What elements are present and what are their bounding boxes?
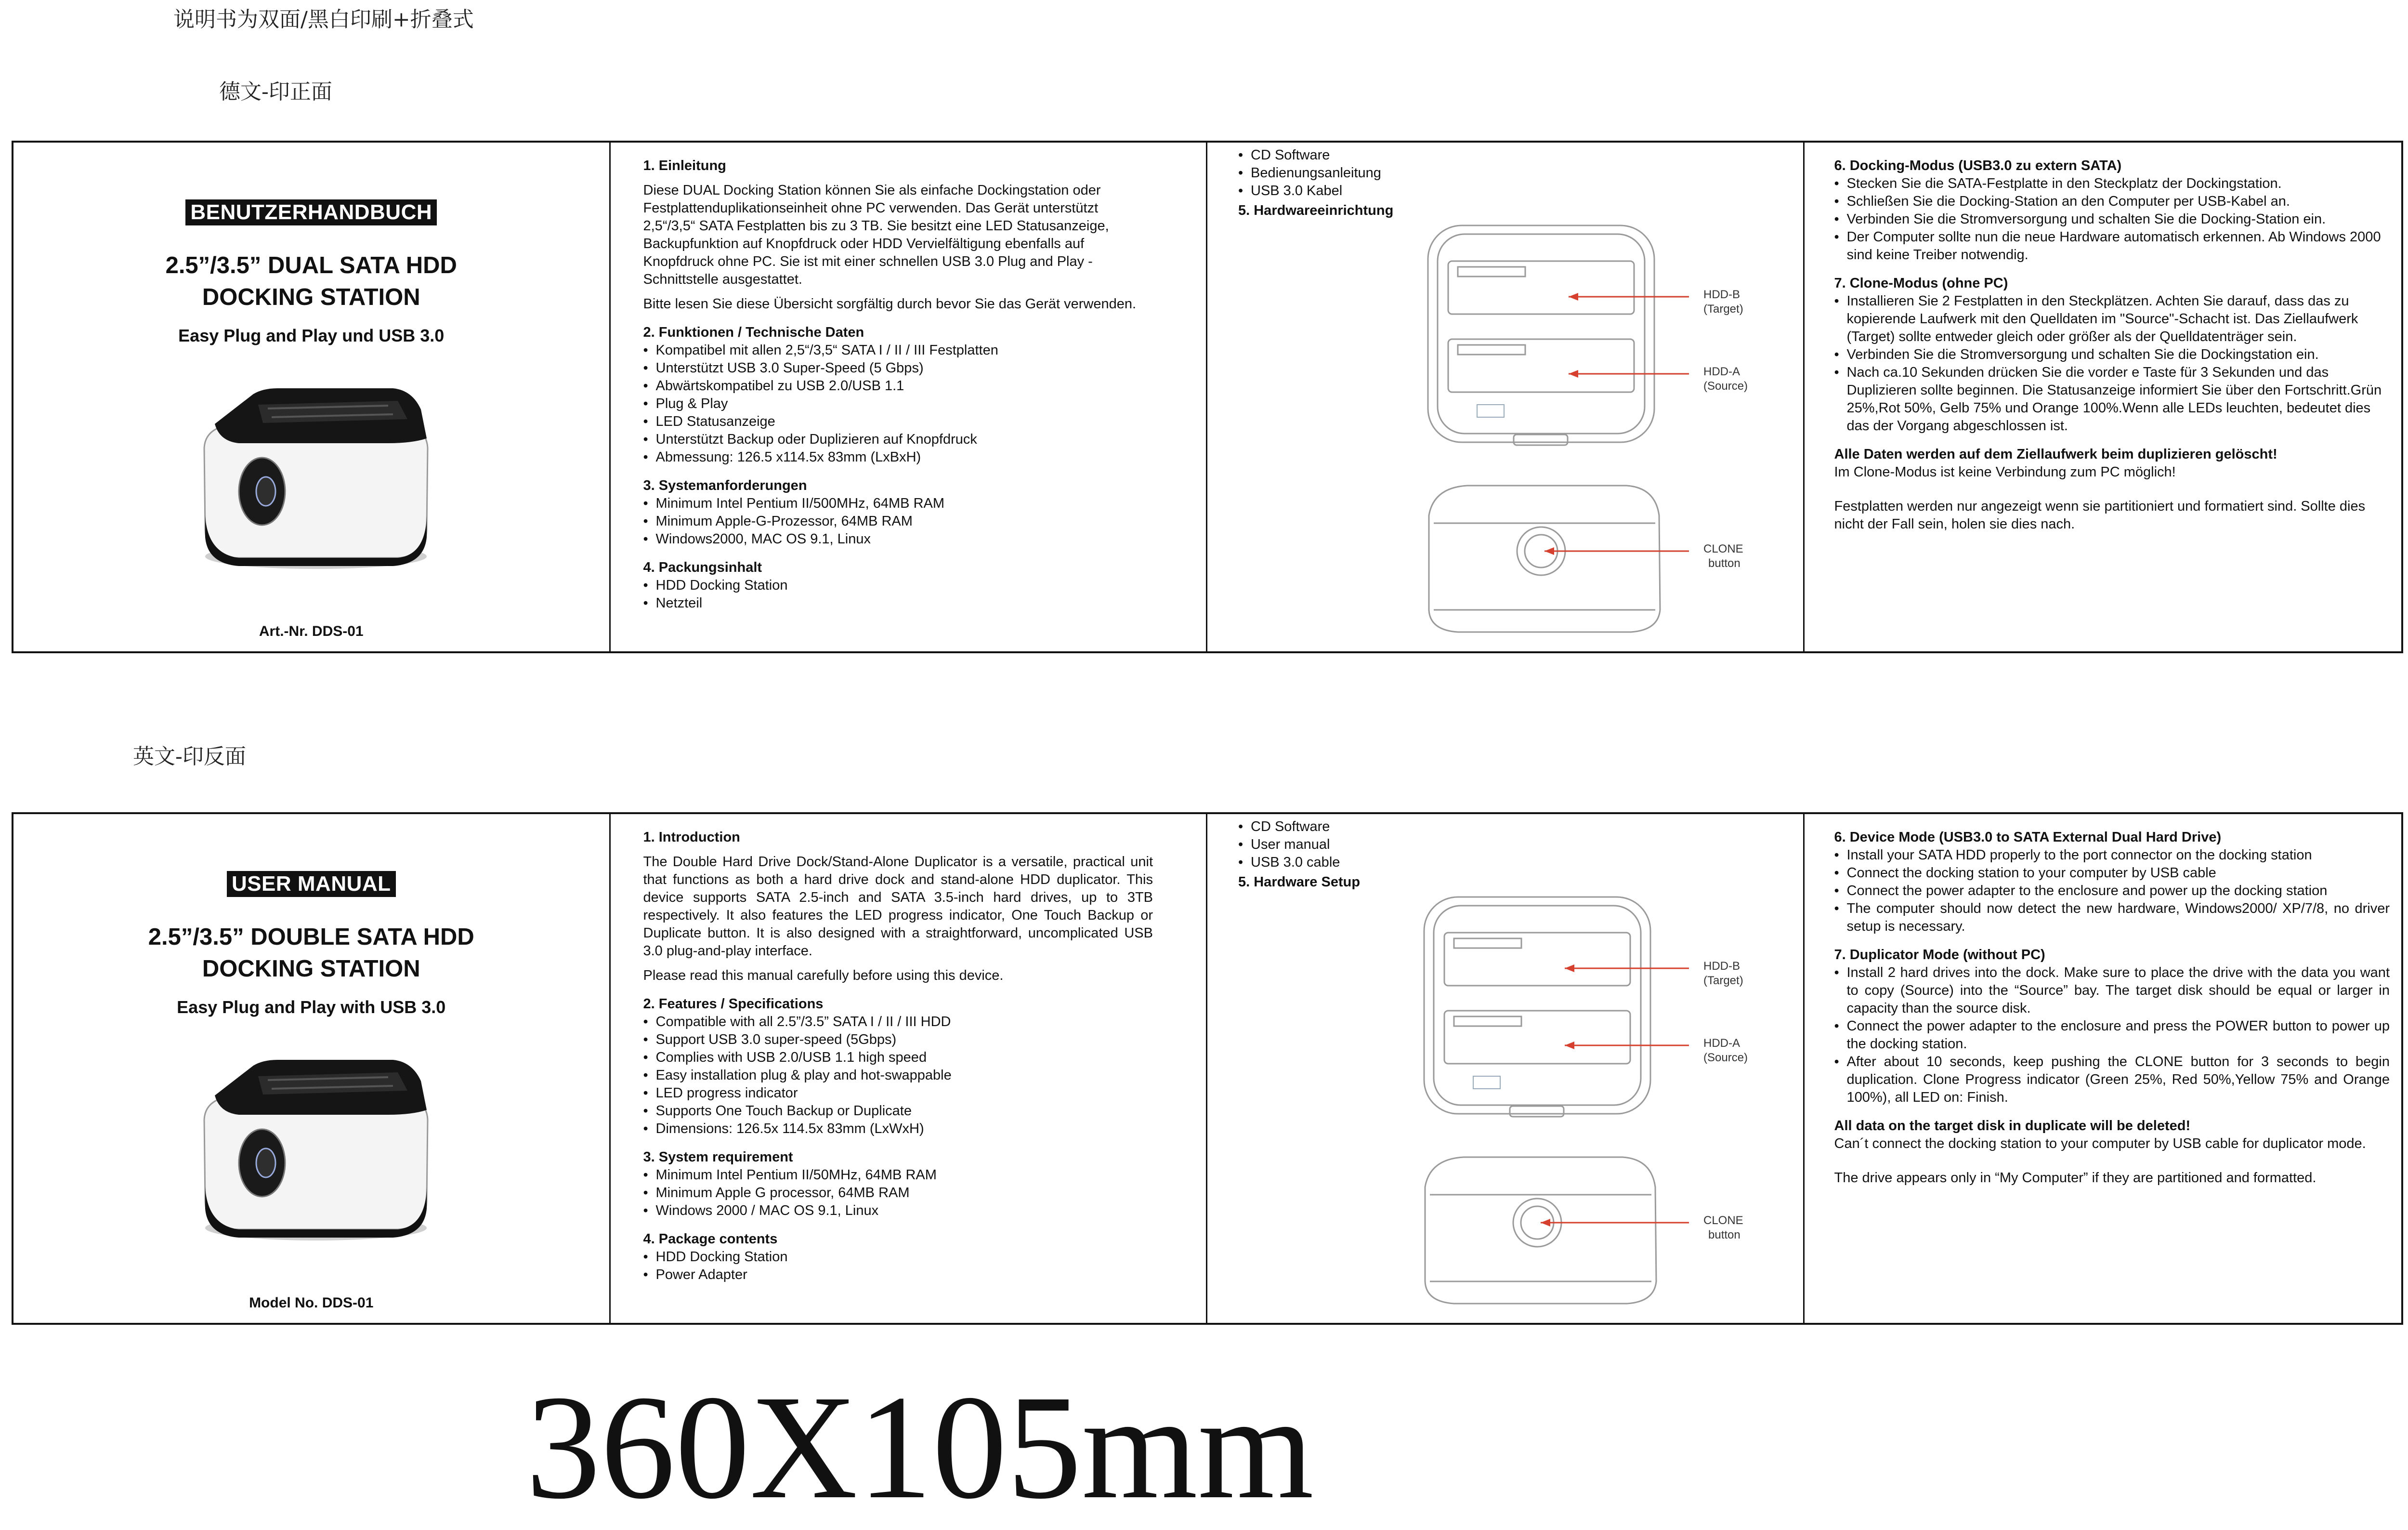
product-subtitle: Easy Plug and Play with USB 3.0 (177, 997, 446, 1017)
product-title (166, 250, 457, 313)
arrow-icon (1569, 370, 1578, 378)
section-title: 2. Funktionen / Technische Daten (643, 325, 864, 340)
hddb-sub-label: (Target) (1703, 303, 1743, 316)
list-item: • Schließen Sie die Docking-Station an den Computer per USB-Kabel an. (1834, 193, 2390, 211)
product-subtitle: Easy Plug and Play und USB 3.0 (178, 326, 445, 345)
product-title-line1: 2.5”/3.5” DUAL SATA HDD (165, 252, 457, 278)
hddb-label: HDD-B (1703, 288, 1740, 301)
list-item: • Nach ca.10 Sekunden drücken Sie die vorder e Taste für 3 Sekunden und das Duplizieren sollte beginnen. Die Statusanzeige informiert Sie über den Fortschritt.Grün 25%,Rot 50%, Gelb 75% und Orange 100%.Wenn alle LEDs leuchten, bedeutet dies das der Vorgang abgeschlossen ist. (1834, 364, 2390, 435)
list-item: • Abmessung: 126.5 x114.5x 83mm (LxBxH) (643, 448, 1153, 466)
section-title: 2. Features / Specifications (643, 996, 824, 1012)
section-title: 4. Packungsinhalt (643, 560, 762, 575)
manual-badge: USER MANUAL (227, 871, 396, 897)
section-title: 6. Device Mode (USB3.0 to SATA External Dual Hard Drive) (1834, 830, 2222, 845)
section-note: Please read this manual carefully before using this device. (643, 968, 1004, 983)
hddb-label: HDD-B (1703, 960, 1740, 973)
list-item: • After about 10 seconds, keep pushing the CLONE button for 3 seconds to begin duplication. Clone Progress indicator (Green 25%, Red 50%,Yellow 75% and Orange 100%), all LED on: Finish. (1834, 1053, 2390, 1107)
package-list (643, 1248, 1153, 1284)
clone-label: CLONE (1703, 1214, 1743, 1227)
section-title: 1. Introduction (643, 830, 740, 845)
list-item: • Supports One Touch Backup or Duplicate (643, 1102, 1153, 1120)
english-modes-panel (1805, 814, 2402, 1323)
list-item: • Minimum Intel Pentium II/500MHz, 64MB RAM (643, 495, 1153, 513)
english-cover-panel (13, 814, 611, 1323)
footer-note: Festplatten werden nur angezeigt wenn sie partitioniert und formatiert sind. Sollte dies nicht der Fall sein, holen sie dies nach. (1834, 499, 2366, 532)
german-sheet (12, 141, 2403, 653)
list-item: • HDD Docking Station (643, 577, 1153, 594)
list-item: • Der Computer sollte nun die neue Hardware automatisch erkennen. Ab Windows 2000 sind keine Treiber notwendig. (1834, 228, 2390, 264)
list-item: • Plug & Play (643, 395, 1153, 413)
hardware-diagram (1207, 814, 1805, 1323)
list-item: • Unterstützt Backup oder Duplizieren auf Knopfdruck (643, 431, 1153, 448)
duplicator-mode-list (1834, 964, 2390, 1107)
product-title-line2: DOCKING STATION (202, 284, 420, 310)
section-body: Diese DUAL Docking Station können Sie als einfache Dockingstation oder Festplattenduplikationseinheit ohne PC verwenden. Das Gerät unterstützt 2,5“/3,5“ SATA Festplatten bis zu 3 TB. Sie besitzt eine LED Statusanzeige, Backupfunktion auf Knopfdruck oder HDD Vervielfältigung ebenfalls auf Knopfdruck ohne PC. Sie ist mit einer schnellen USB 3.0 Plug and Play -Schnittstelle ausgestattet. (643, 183, 1109, 287)
clone-label: CLONE (1703, 542, 1743, 555)
list-item: • CD Software (1238, 818, 1793, 836)
warning-text: Alle Daten werden auf dem Ziellaufwerk beim duplizieren gelöscht! (1834, 447, 2277, 462)
list-item: • LED progress indicator (643, 1084, 1153, 1102)
list-item: • USB 3.0 Kabel (1238, 182, 1793, 200)
section-title: 3. Systemanforderungen (643, 478, 807, 493)
footer-note: The drive appears only in “My Computer” if they are partitioned and formatted. (1834, 1170, 2316, 1186)
section-note: Bitte lesen Sie diese Übersicht sorgfältig durch bevor Sie das Gerät verwenden. (643, 296, 1137, 312)
dimensions-label: 360X105mm (526, 1365, 1314, 1530)
list-item: • Installieren Sie 2 Festplatten in den Steckplätzen. Achten Sie darauf, dass das zu kopierende Laufwerk mit den Quelldaten im "Source"-Schacht ist. Das Ziellaufwerk (Target) sollte entweder gleich oder größer als der Quelldatenträger sein. (1834, 292, 2390, 346)
list-item: • Dimensions: 126.5x 114.5x 83mm (LxWxH) (643, 1120, 1153, 1138)
list-item: • Connect the docking station to your computer by USB cable (1834, 864, 2390, 882)
arrow-icon (1569, 293, 1578, 301)
list-item: • Windows 2000 / MAC OS 9.1, Linux (643, 1202, 1153, 1220)
docking-station-image (186, 371, 436, 573)
hdda-sub-label: (Source) (1703, 1051, 1748, 1064)
product-title (148, 921, 474, 985)
list-item: • Compatible with all 2.5”/3.5” SATA I / II / III HDD (643, 1013, 1153, 1031)
clone-sub-label: button (1708, 1228, 1741, 1241)
requirements-list (643, 1166, 1153, 1220)
section-body: The Double Hard Drive Dock/Stand-Alone Duplicator is a versatile, practical unit that functions as both a hard drive dock and stand-alone HDD duplicator. This device supports SATA 2.5-inch and SATA 3.5-inch hard drives, up to 3TB respectively. It also features the LED progress indicator, One Touch Backup or Duplicate button. It is also designed with a straightforward, uncomplicated USB 3.0 plug-and-play interface. (643, 854, 1153, 959)
list-item: • Netzteil (643, 594, 1153, 612)
print-note: 说明书为双面/黑白印刷+折叠式 (173, 7, 474, 32)
list-item: • Install your SATA HDD properly to the port connector on the docking station (1834, 846, 2390, 864)
german-cover-panel (13, 143, 611, 651)
product-title-line2: DOCKING STATION (202, 956, 420, 982)
list-item: • USB 3.0 cable (1238, 854, 1793, 871)
arrow-icon (1544, 547, 1554, 555)
list-item: • Easy installation plug & play and hot-swappable (643, 1067, 1153, 1084)
list-item: • Minimum Apple-G-Prozessor, 64MB RAM (643, 513, 1153, 530)
english-intro-panel (611, 814, 1208, 1323)
usb-logo-icon (1473, 1076, 1500, 1089)
manual-badge: BENUTZERHANDBUCH (185, 199, 437, 225)
list-item: • Support USB 3.0 super-speed (5Gbps) (643, 1031, 1153, 1049)
list-item: • Abwärtskompatibel zu USB 2.0/USB 1.1 (643, 377, 1153, 395)
english-side-label: 英文-印反面 (133, 744, 246, 769)
section-title: 5. Hardware Setup (1238, 874, 1361, 890)
list-item: • Bedienungsanleitung (1238, 164, 1793, 182)
docking-mode-list (1834, 175, 2390, 264)
german-modes-panel (1805, 143, 2402, 651)
list-item: • Minimum Apple G processor, 64MB RAM (643, 1184, 1153, 1202)
list-item: • Connect the power adapter to the enclosure and power up the docking station (1834, 882, 2390, 900)
package-list (643, 577, 1153, 612)
section-title: 1. Einleitung (643, 158, 726, 173)
product-title-line1: 2.5”/3.5” DOUBLE SATA HDD (148, 924, 474, 950)
list-item: • Power Adapter (643, 1266, 1153, 1284)
list-item: • CD Software (1238, 146, 1793, 164)
warning-subtext: Im Clone-Modus ist keine Verbindung zum PC möglich! (1834, 464, 2176, 480)
clone-sub-label: button (1708, 557, 1741, 570)
german-intro-panel (611, 143, 1208, 651)
hdda-label: HDD-A (1703, 365, 1740, 378)
section-title: 4. Package contents (643, 1231, 778, 1247)
section-title: 5. Hardwareeinrichtung (1238, 203, 1394, 218)
hardware-diagram (1207, 143, 1805, 651)
hddb-sub-label: (Target) (1703, 974, 1743, 987)
section-title: 7. Duplicator Mode (without PC) (1834, 947, 2045, 963)
hdda-label: HDD-A (1703, 1037, 1740, 1050)
list-item: • LED Statusanzeige (643, 413, 1153, 431)
list-item: • Verbinden Sie die Stromversorgung und schalten Sie die Dockingstation ein. (1834, 346, 2390, 364)
model-number: Art.-Nr. DDS-01 (259, 623, 364, 639)
clone-mode-list (1834, 292, 2390, 435)
list-item: • Install 2 hard drives into the dock. Make sure to place the drive with the data you want to copy (Source) into the “Source” bay. The target disk should be equal or larger in capacity than the source disk. (1834, 964, 2390, 1017)
features-list (643, 342, 1153, 466)
section-title: 7. Clone-Modus (ohne PC) (1834, 276, 2008, 291)
section-title: 3. System requirement (643, 1149, 793, 1165)
list-item: • Unterstützt USB 3.0 Super-Speed (5 Gbps) (643, 359, 1153, 377)
device-mode-list (1834, 846, 2390, 936)
requirements-list (643, 495, 1153, 548)
list-item: • User manual (1238, 836, 1793, 854)
list-item: • Complies with USB 2.0/USB 1.1 high speed (643, 1049, 1153, 1067)
english-hardware-panel (1207, 814, 1805, 1323)
german-side-label: 德文-印正面 (219, 79, 332, 104)
list-item: • Minimum Intel Pentium II/50MHz, 64MB RAM (643, 1166, 1153, 1184)
arrow-icon (1565, 1042, 1574, 1049)
model-number: Model No. DDS-01 (249, 1295, 374, 1311)
hdda-sub-label: (Source) (1703, 380, 1748, 393)
list-item: • HDD Docking Station (643, 1248, 1153, 1266)
arrow-icon (1541, 1219, 1550, 1227)
arrow-icon (1565, 964, 1574, 972)
features-list (643, 1013, 1153, 1138)
list-item: • Kompatibel mit allen 2,5“/3,5“ SATA I / II / III Festplatten (643, 342, 1153, 359)
warning-text: All data on the target disk in duplicate will be deleted! (1834, 1118, 2191, 1134)
list-item: • The computer should now detect the new hardware, Windows2000/ XP/7/8, no driver setup is necessary. (1834, 900, 2390, 936)
list-item: • Verbinden Sie die Stromversorgung und schalten Sie die Docking-Station ein. (1834, 211, 2390, 228)
list-item: • Stecken Sie die SATA-Festplatte in den Steckplatz der Dockingstation. (1834, 175, 2390, 193)
section-title: 6. Docking-Modus (USB3.0 zu extern SATA) (1834, 158, 2122, 173)
list-item: • Windows2000, MAC OS 9.1, Linux (643, 530, 1153, 548)
english-sheet (12, 812, 2403, 1325)
list-item: • Connect the power adapter to the enclosure and press the POWER button to power up the docking station. (1834, 1017, 2390, 1053)
docking-station-image (186, 1042, 436, 1245)
warning-subtext: Can´t connect the docking station to your computer by USB cable for duplicator mode. (1834, 1136, 2366, 1151)
german-hardware-panel (1207, 143, 1805, 651)
usb-logo-icon (1477, 405, 1504, 417)
